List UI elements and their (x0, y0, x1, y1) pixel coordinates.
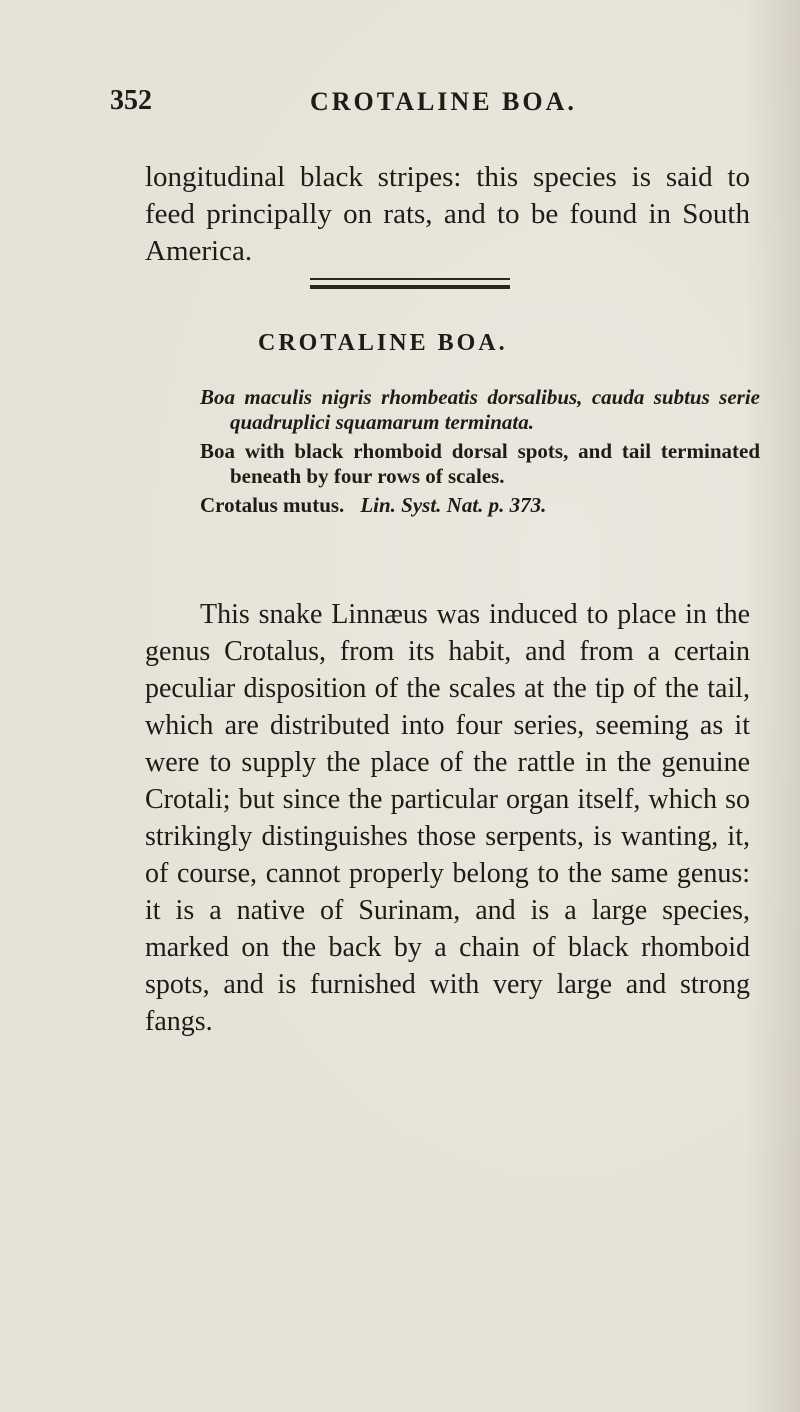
section-title: CROTALINE BOA. (258, 330, 508, 356)
body-paragraph: This snake Linnæus was induced to place in the genus Crotalus, from its habit, and from a certain peculiar disposition of the scales at the tip of the tail, which are distributed into four series, seeming as it were to supply the place of the rattle in the genuine Crotali; but since the particular organ itself, which so strikingly distinguishes those serpents, is wanting, it, of course, cannot properly belong to the same genus: it is a native of Surinam, and is a large species, marked on the back by a chain of black rhomboid spots, and is furnished with very large and strong fangs. (145, 599, 750, 1037)
reference-name: Crotalus mutus. (200, 493, 345, 517)
divider-thick-rule (310, 285, 510, 289)
page-number: 352 (110, 85, 152, 116)
linnaean-reference (200, 493, 760, 518)
continued-paragraph: longitudinal black stripes: this species is said to feed principally on rats, and to be found in South America. (145, 161, 750, 267)
section-divider (310, 278, 510, 289)
reference-citation: Lin. Syst. Nat. p. 373. (360, 493, 547, 517)
running-head-title: CROTALINE BOA. (310, 87, 577, 116)
divider-thin-rule (310, 278, 510, 280)
running-head (110, 85, 750, 125)
synonymy-block (200, 385, 760, 522)
english-diagnosis: Boa with black rhomboid dorsal spots, and tail terminated beneath by four rows of scales. (200, 439, 760, 488)
latin-diagnosis: Boa maculis nigris rhombeatis dorsalibus, cauda subtus serie quadruplici squamarum terminata. (200, 385, 760, 434)
